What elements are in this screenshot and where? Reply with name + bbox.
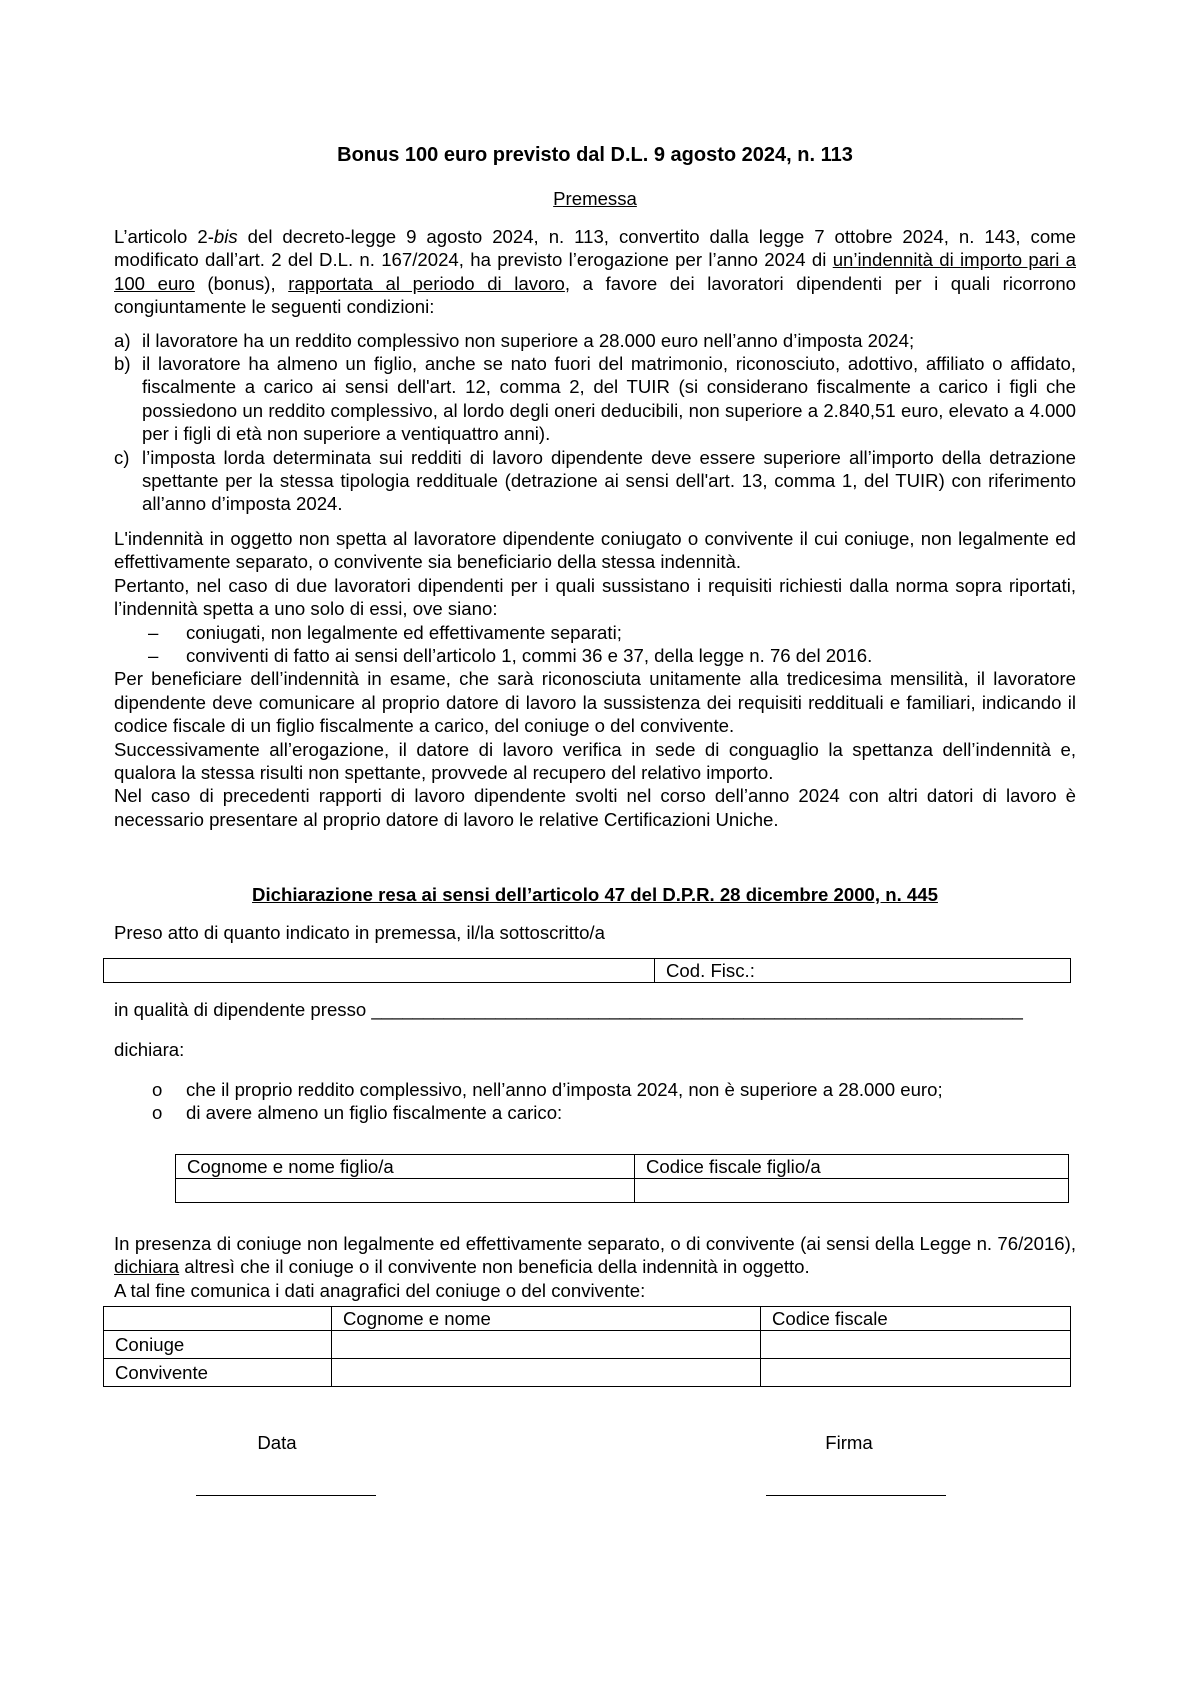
- coniuge-name-field[interactable]: [332, 1331, 761, 1359]
- spouse-section: [114, 1232, 1076, 1302]
- signature-label: Firma: [825, 1432, 873, 1453]
- dash-item: – coniugati, non legalmente ed effettivamente separati;: [148, 621, 622, 643]
- not-due-paragraph: L'indennità in oggetto non spetta al lavoratore dipendente coniugato o convivente il cui coniuge, non legalmente ed effettivamente separato, o convivente sia beneficiario della stessa indennità.: [114, 527, 1076, 573]
- signature-field-line[interactable]: [766, 1495, 946, 1496]
- employer-line[interactable]: in qualità di dipendente presso _______________________________________________________________: [114, 999, 1023, 1020]
- convivente-code-field[interactable]: [761, 1359, 1071, 1387]
- spouse-intro: A tal fine comunica i dati anagrafici del coniuge o del convivente:: [114, 1279, 646, 1301]
- conditions-list: [114, 329, 1076, 516]
- document-title: Bonus 100 euro previsto dal D.L. 9 agosto 2024, n. 113: [337, 144, 853, 166]
- spouse-table-corner: [104, 1307, 332, 1331]
- benefit-paragraph: Per beneficiare dell’indennità in esame, che sarà riconosciuta unitamente alla tredicesima mensilità, il lavoratore dipendente deve comunicare al proprio datore di lavoro la sussistenza dei requisiti reddituali e familiari, indicando il codice fiscale di un figlio fiscalmente a carico, del coniuge o del convivente.: [114, 668, 1076, 737]
- declarant-table: [103, 958, 1071, 983]
- therefore-paragraph: Pertanto, nel caso di due lavoratori dipendenti per i quali sussistano i requisiti richiesti dalla norma sopra riportati, l’indennità spetta a uno solo di essi, ove siano:: [114, 574, 1076, 620]
- declaration-item: o che il proprio reddito complessivo, nell’anno d’imposta 2024, non è superiore a 28.000 euro;: [152, 1079, 943, 1100]
- declarations-list: [114, 1078, 1076, 1125]
- premessa-body: [114, 225, 1076, 831]
- declarant-name-field[interactable]: [104, 959, 655, 983]
- condition-item: a) il lavoratore ha un reddito complessivo non superiore a 28.000 euro nell’anno d’imposta 2024;: [114, 329, 915, 351]
- row-label-coniuge: Coniuge: [104, 1331, 332, 1359]
- spouse-code-header: Codice fiscale: [761, 1307, 1071, 1331]
- cod-fisc-label: Cod. Fisc.:: [666, 960, 755, 981]
- dash-item: – conviventi di fatto ai sensi dell’articolo 1, commi 36 e 37, della legge n. 76 del 2016.: [148, 644, 873, 666]
- preso-atto-text: Preso atto di quanto indicato in premessa, il/la sottoscritto/a: [114, 922, 605, 943]
- child-code-header: Codice fiscale figlio/a: [635, 1155, 1069, 1179]
- child-table: [175, 1154, 1069, 1203]
- previous-employment-paragraph: Nel caso di precedenti rapporti di lavoro dipendente svolti nel corso dell’anno 2024 con altri datori di lavoro è necessario presentare al proprio datore di lavoro le relative Certificazioni Uniche.: [114, 785, 1076, 830]
- spouse-table: [103, 1306, 1071, 1387]
- after-paragraph: Successivamente all’erogazione, il datore di lavoro verifica in sede di conguaglio la spettanza dell’indennità e, qualora la stessa risulti non spettante, provvede al recupero del relativo importo.: [114, 738, 1076, 783]
- child-code-field[interactable]: [635, 1179, 1069, 1203]
- date-field-line[interactable]: [196, 1495, 376, 1496]
- child-name-header: Cognome e nome figlio/a: [176, 1155, 635, 1179]
- declarant-cod-fisc-cell[interactable]: [655, 959, 1071, 983]
- spouse-name-header: Cognome e nome: [332, 1307, 761, 1331]
- dichiara-label: dichiara:: [114, 1039, 185, 1060]
- premessa-heading: Premessa: [553, 188, 637, 209]
- child-name-field[interactable]: [176, 1179, 635, 1203]
- row-label-convivente: Convivente: [104, 1359, 332, 1387]
- spouse-paragraph: In presenza di coniuge non legalmente ed effettivamente separato, o di convivente (ai sensi della Legge n. 76/2016), dichiara altresì che il coniuge o il convivente non beneficia della indennità in oggetto.: [114, 1233, 1076, 1278]
- date-label: Data: [257, 1432, 297, 1453]
- coniuge-code-field[interactable]: [761, 1331, 1071, 1359]
- declaration-item: o di avere almeno un figlio fiscalmente a carico:: [152, 1102, 563, 1124]
- convivente-name-field[interactable]: [332, 1359, 761, 1387]
- condition-item: c) l’imposta lorda determinata sui redditi di lavoro dipendente deve essere superiore all’importo della detrazione spettante per la stessa tipologia reddituale (detrazione ai sensi dell'art. 13, comma 1, del TUIR) con riferimento all’anno d’imposta 2024.: [114, 446, 1076, 515]
- condition-item: b) il lavoratore ha almeno un figlio, anche se nato fuori del matrimonio, riconosciuto, adottivo, affiliato o affidato, fiscalmente a carico ai sensi dell'art. 12, comma 2, del TUIR (si considerano fiscalmente a carico i figli che possiedono un reddito complessivo, al lordo degli oneri deducibili, non superiore a 2.840,51 euro, elevato a 4.000 per i figli di età non superiore a ventiquattro anni).: [114, 353, 1076, 445]
- intro-paragraph: L’articolo 2-bis del decreto-legge 9 agosto 2024, n. 113, convertito dalla legge 7 ottobre 2024, n. 143, come modificato dall’art. 2 del D.L. n. 167/2024, ha previsto l’erogazione per l’anno 2024 di un’indennità di importo pari a 100 euro (bonus), rapportata al periodo di lavoro, a favore dei lavoratori dipendenti per i quali ricorrono congiuntamente le seguenti condizioni:: [114, 226, 1077, 318]
- declaration-heading: Dichiarazione resa ai sensi dell’articolo 47 del D.P.R. 28 dicembre 2000, n. 445: [252, 884, 938, 905]
